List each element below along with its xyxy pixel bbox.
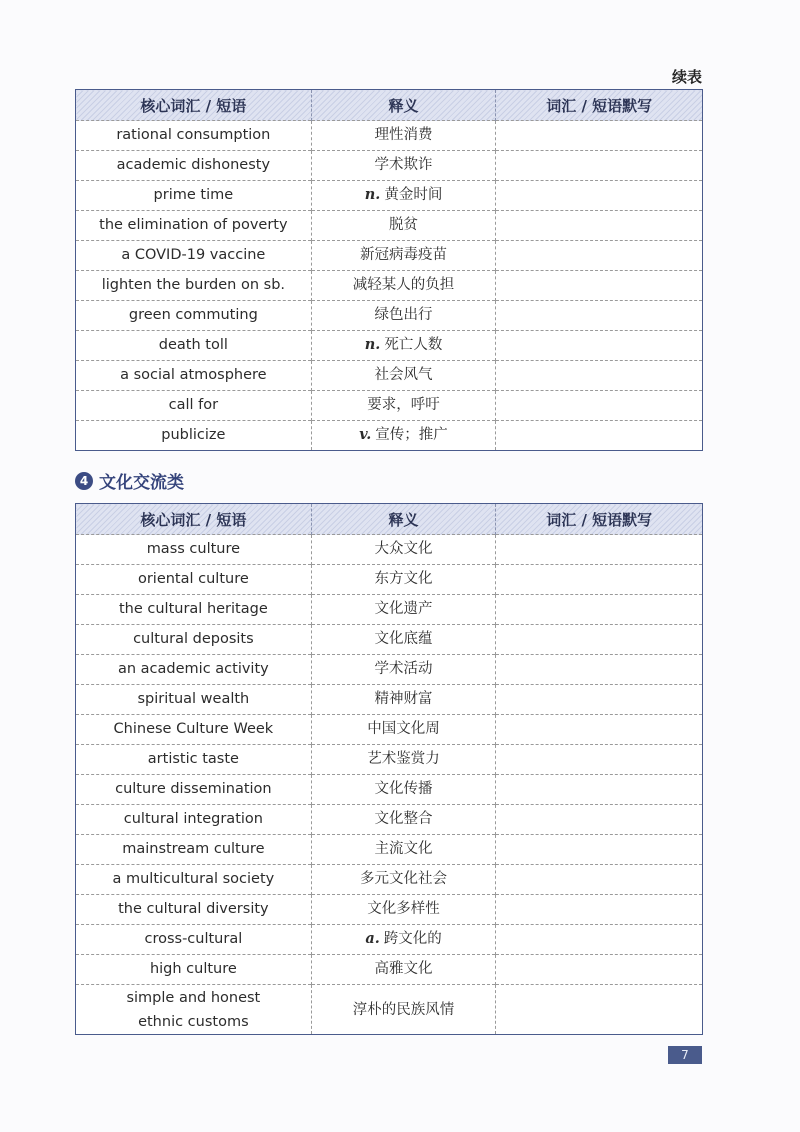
dictation-cell[interactable] [496,301,703,331]
table-row [76,745,703,775]
meaning-text: 脱贫 [389,217,419,234]
meaning-cell [311,775,496,805]
table-row [76,895,703,925]
table-row [76,535,703,565]
meaning-text: 社会风气 [374,367,433,384]
meaning-text: 黄金时间 [384,187,443,204]
meaning-cell [311,271,496,301]
table-row [76,181,703,211]
dictation-cell[interactable] [496,151,703,181]
table-row [76,985,703,1035]
table-row [76,391,703,421]
meaning-text: 减轻某人的负担 [352,277,455,294]
phrase-cell: simple and honest ethnic customs [76,985,312,1035]
phrase-cell: culture dissemination [76,775,312,805]
meaning-cell [311,745,496,775]
dictation-cell[interactable] [496,835,703,865]
meaning-text: 艺术鉴赏力 [367,751,440,768]
table-row [76,835,703,865]
dictation-cell[interactable] [496,331,703,361]
meaning-cell [311,715,496,745]
dictation-cell[interactable] [496,121,703,151]
meaning-text: 中国文化周 [367,721,440,738]
dictation-cell[interactable] [496,865,703,895]
part-of-speech: a. [365,930,380,948]
dictation-cell[interactable] [496,595,703,625]
part-of-speech: n. [364,186,381,204]
vocab-table-1 [75,89,703,451]
dictation-cell[interactable] [496,685,703,715]
meaning-cell [311,625,496,655]
meaning-cell [311,151,496,181]
meaning-text: 绿色出行 [374,307,433,324]
phrase-cell: cultural deposits [76,625,312,655]
meaning-text: 文化传播 [374,781,433,798]
table-row [76,625,703,655]
meaning-text: 高雅文化 [374,961,433,978]
dictation-cell[interactable] [496,985,703,1035]
meaning-text: 跨文化的 [383,931,442,948]
dictation-cell[interactable] [496,565,703,595]
phrase-cell: green commuting [76,301,312,331]
phrase-cell: prime time [76,181,312,211]
meaning-cell [311,331,496,361]
dictation-cell[interactable] [496,625,703,655]
table-header-row [76,90,703,121]
phrase-cell: an academic activity [76,655,312,685]
vocab-table-2 [75,503,703,1035]
table-row [76,211,703,241]
meaning-text: 学术欺诈 [374,157,433,174]
dictation-cell[interactable] [496,271,703,301]
header-dictation: 词汇 / 短语默写 [496,90,703,121]
table-row [76,775,703,805]
meaning-text: 要求，呼吁 [367,397,440,414]
phrase-cell: oriental culture [76,565,312,595]
meaning-cell [311,925,496,955]
table-row [76,421,703,451]
meaning-cell [311,565,496,595]
dictation-cell[interactable] [496,745,703,775]
meaning-cell [311,301,496,331]
dictation-cell[interactable] [496,895,703,925]
table-row [76,865,703,895]
meaning-cell [311,955,496,985]
table-row [76,565,703,595]
dictation-cell[interactable] [496,421,703,451]
meaning-cell [311,595,496,625]
phrase-cell: spiritual wealth [76,685,312,715]
phrase-cell: cultural integration [76,805,312,835]
table-row [76,121,703,151]
meaning-cell [311,421,496,451]
part-of-speech: v. [359,426,372,444]
meaning-cell [311,391,496,421]
meaning-text: 死亡人数 [384,337,443,354]
meaning-cell [311,985,496,1035]
dictation-cell[interactable] [496,955,703,985]
meaning-cell [311,895,496,925]
meaning-text: 淳朴的民族风情 [352,1001,455,1018]
dictation-cell[interactable] [496,535,703,565]
meaning-cell [311,241,496,271]
meaning-text: 文化多样性 [367,901,440,918]
phrase-cell: lighten the burden on sb. [76,271,312,301]
meaning-cell [311,835,496,865]
table-row [76,151,703,181]
table-header-row [76,504,703,535]
table-row [76,241,703,271]
phrase-cell: a multicultural society [76,865,312,895]
table-row [76,271,703,301]
meaning-text: 主流文化 [374,841,433,858]
table-row [76,655,703,685]
phrase-cell: the elimination of poverty [76,211,312,241]
meaning-text: 学术活动 [374,661,433,678]
table-row [76,331,703,361]
table-row [76,925,703,955]
phrase-cell: a COVID-19 vaccine [76,241,312,271]
dictation-cell[interactable] [496,361,703,391]
meaning-text: 精神财富 [374,691,433,708]
header-core-phrase: 核心词汇 / 短语 [76,504,312,535]
meaning-cell [311,361,496,391]
meaning-text: 东方文化 [374,571,433,588]
meaning-text: 文化底蕴 [374,631,433,648]
meaning-text: 新冠病毒疫苗 [360,247,448,264]
dictation-cell[interactable] [496,925,703,955]
phrase-cell: a social atmosphere [76,361,312,391]
dictation-cell[interactable] [496,241,703,271]
dictation-cell[interactable] [496,655,703,685]
table-row [76,361,703,391]
dictation-cell[interactable] [496,775,703,805]
continued-label: 续表 [671,68,702,86]
phrase-cell: call for [76,391,312,421]
table-row [76,685,703,715]
phrase-cell: rational consumption [76,121,312,151]
section-title: 文化交流类 [99,473,184,493]
part-of-speech: n. [364,336,381,354]
dictation-cell[interactable] [496,181,703,211]
phrase-cell: cross-cultural [76,925,312,955]
phrase-cell: artistic taste [76,745,312,775]
phrase-cell: mass culture [76,535,312,565]
phrase-cell: publicize [76,421,312,451]
meaning-text: 大众文化 [374,541,433,558]
meaning-cell [311,805,496,835]
table-row [76,715,703,745]
header-dictation: 词汇 / 短语默写 [496,504,703,535]
meaning-cell [311,685,496,715]
phrase-cell: the cultural heritage [76,595,312,625]
meaning-cell [311,655,496,685]
meaning-cell [311,181,496,211]
header-meaning: 释义 [311,90,496,121]
phrase-cell: death toll [76,331,312,361]
phrase-cell: Chinese Culture Week [76,715,312,745]
meaning-text: 文化整合 [374,811,433,828]
section-heading [75,468,184,493]
header-core-phrase: 核心词汇 / 短语 [76,90,312,121]
meaning-cell [311,121,496,151]
phrase-cell: academic dishonesty [76,151,312,181]
meaning-text: 宣传；推广 [375,427,448,444]
table-row [76,955,703,985]
table-row [76,805,703,835]
phrase-cell: high culture [76,955,312,985]
meaning-cell [311,865,496,895]
dictation-cell[interactable] [496,715,703,745]
page-number: 7 [668,1046,702,1064]
meaning-cell [311,535,496,565]
header-meaning: 释义 [311,504,496,535]
meaning-cell [311,211,496,241]
dictation-cell[interactable] [496,211,703,241]
meaning-text: 理性消费 [374,127,433,144]
section-number-badge: 4 [75,472,93,490]
dictation-cell[interactable] [496,805,703,835]
meaning-text: 多元文化社会 [360,871,448,888]
phrase-cell: mainstream culture [76,835,312,865]
table-row [76,301,703,331]
dictation-cell[interactable] [496,391,703,421]
phrase-cell: the cultural diversity [76,895,312,925]
meaning-text: 文化遗产 [374,601,433,618]
table-row [76,595,703,625]
